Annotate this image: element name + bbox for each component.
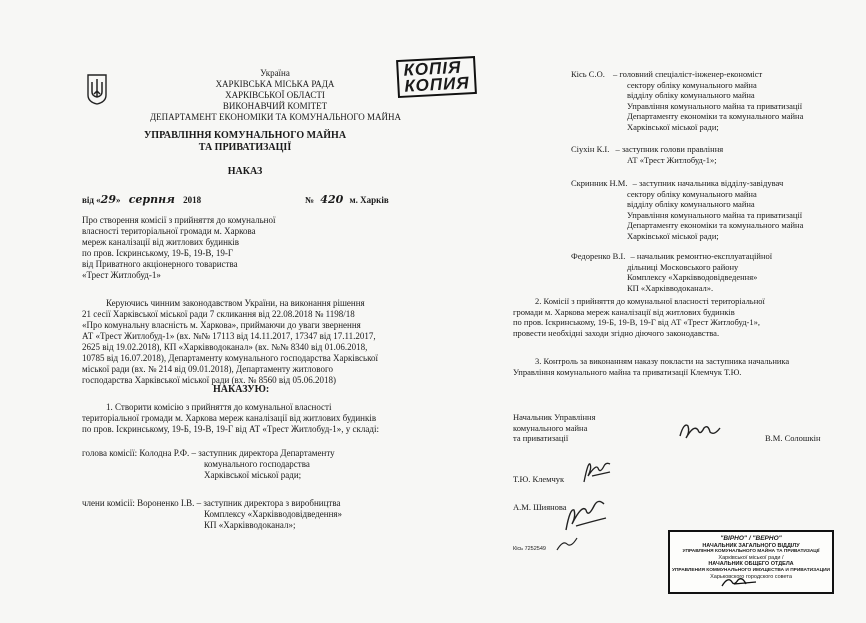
right-member-fedorenko [571, 251, 772, 293]
signature-title-line: комунального майна [513, 422, 588, 433]
member-line: – начальник ремонтно-експлуатаційної [630, 251, 773, 261]
signature-title-line: Начальник Управління [513, 412, 596, 422]
header-department: ДЕПАРТАМЕНТ ЕКОНОМІКИ ТА КОМУНАЛЬНОГО МАЙНА [150, 112, 402, 122]
subject-line: по пров. Іскринському, 19-Б, 19-В, 19-Г [82, 248, 234, 258]
preamble-line: АТ «Трест Житлобуд-1» (вх. №№ 17113 від 14.11.2017, 17347 від 17.11.2017, [82, 331, 376, 341]
member-line: дільниці Московського району [627, 261, 739, 272]
member-line: – заступник начальника відділу-завідувач [632, 178, 784, 188]
members-line: Комплексу «Харківводовідведення» [204, 509, 343, 519]
item2-line: 2. Комісії з прийняття до комунальної власності територіальної [535, 296, 765, 306]
title-line2: ТА ПРИВАТИЗАЦІЇ [198, 142, 292, 153]
member-name: Скринник Н.М. [571, 178, 628, 188]
date-day: 29 [100, 193, 116, 206]
item3-line: Управління комунального майна та приватизації Клемчук Т.Ю. [513, 366, 742, 377]
shyianova-signature-icon [560, 496, 610, 536]
member-line: Харківської міської ради; [627, 121, 719, 132]
preamble-line: 2625 від 19.02.2018), КП «Харківводоканал» (вх. №№ 8340 від 01.06.2018, [82, 342, 368, 352]
signature-title-line: та приватизації [513, 433, 569, 443]
item2-block [513, 296, 765, 338]
coat-of-arms-icon [86, 73, 108, 105]
member-line: Департаменту економіки та комунального майна [627, 220, 804, 230]
bottom-mark-icon [555, 536, 579, 554]
item1-line: 1. Створити комісію з прийняття до комунальної власності [106, 402, 332, 412]
member-line: сектору обліку комунального майна [627, 79, 757, 90]
date-line [82, 194, 201, 206]
director-signature-icon [676, 420, 722, 442]
member-line: – заступник голови правління [615, 144, 724, 154]
subject-line: мереж каналізації від житлових будинків [82, 237, 240, 247]
subject-line: «Трест Житлобуд-1» [82, 270, 161, 280]
member-line: Харківської міської ради; [627, 230, 719, 241]
item2-line: провести необхідні заходи згідно діючого законодавства. [513, 327, 720, 338]
header-city-council: ХАРКІВСЬКА МІСЬКА РАДА [215, 79, 335, 89]
member-line: АТ «Трест Житлобуд-1»; [627, 154, 717, 165]
signer-name: В.М. Солошкін [765, 433, 821, 443]
klemchuk-signature-icon [580, 458, 614, 486]
order-number: 420 [320, 193, 344, 206]
place: м. Харків [349, 195, 389, 205]
subject-line: власності територіальної громади м. Харкова [82, 226, 256, 236]
members-label: члени комісії: Вороненко І.В. – заступник директора з виробництва [82, 498, 341, 508]
stamp-line: Харківської міської ради / [718, 555, 784, 562]
copy-stamp-line1: КОПІЯ [403, 57, 462, 80]
preamble-line: 10785 від 16.07.2018), Департаменту комунального господарства Харківської [82, 353, 379, 363]
header-block [150, 68, 400, 123]
approval-shyianova: А.М. Шиянова [513, 502, 567, 512]
subject-line: від Приватного акціонерного товариства [82, 259, 238, 269]
stamp-line: НАЧАЛЬНИК ОБЩЕГО ОТДЕЛА [708, 561, 794, 568]
stamp-line: "ВІРНО" / "ВЕРНО" [720, 535, 782, 542]
number-prefix: № [305, 195, 315, 205]
chair-line: Харківської міської ради; [204, 470, 302, 480]
header-exec: ВИКОНАВЧИЙ КОМІТЕТ [222, 101, 328, 111]
date-mid: » [115, 195, 121, 205]
approval-klemchuk: Т.Ю. Клемчук [513, 474, 565, 484]
member-line: Комплексу «Харківводовідведення» [627, 272, 758, 282]
right-member-kis [571, 69, 803, 132]
date-year: 2018 [183, 195, 202, 205]
title-block [100, 130, 390, 154]
preamble-line: «Про комунальну власність м. Харкова», приймаючи до уваги звернення [82, 320, 361, 330]
preamble-line: господарства Харківської міської ради (вх. № 8560 від 05.06.2018) [82, 375, 336, 385]
stamp-line: УПРАВЛЕНИЯ КОММУНАЛЬНОГО ИМУЩЕСТВА И ПРИВАТИЗАЦИИ [671, 567, 830, 573]
item3-block [513, 356, 789, 377]
signature-block [513, 412, 596, 444]
order-heading: НАКАЗУЮ: [213, 384, 270, 395]
stamp-signature-icon [720, 574, 760, 590]
copy-stamp [396, 56, 477, 98]
item2-line: громади м. Харкова мереж каналізації від житлових будинків [513, 306, 735, 317]
item1-line: територіальної громади м. Харкова мереж каналізації від житлових будинків [82, 413, 377, 423]
subject-block [82, 215, 276, 281]
stamp-line: НАЧАЛЬНИК ЗАГАЛЬНОГО ВІДДІЛУ [702, 542, 800, 549]
member-line: сектору обліку комунального майна [627, 188, 757, 199]
preamble-block [82, 298, 378, 386]
stamp-line: УПРАВЛІННЯ КОМУНАЛЬНОГО МАЙНА ТА ПРИВАТИЗАЦІЇ [682, 548, 820, 554]
date-prefix: від « [82, 195, 101, 205]
member-name: Федоренко В.І. [571, 251, 626, 261]
preamble-line: 21 сесії Харківської міської ради 7 скликання від 22.08.2018 № 1198/18 [82, 309, 355, 319]
item2-line: по пров. Іскринському, 19-Б, 19-В, 19-Г від АТ «Трест Житлобуд-1», [513, 317, 761, 327]
preamble-line: міської ради (вх. № 214 від 09.01.2018), Департаменту житлового [82, 364, 333, 374]
item1-line: по пров. Іскринському, 19-Б, 19-В, 19-Г від АТ «Трест Житлобуд-1», у складі: [82, 424, 379, 434]
item1-block [82, 402, 379, 435]
item3-line: 3. Контроль за виконанням наказу покласти на заступника начальника [535, 356, 790, 366]
member-line: – головний спеціаліст-інженер-економіст [613, 69, 763, 79]
right-member-siukhin [571, 144, 723, 165]
header-oblast: ХАРКІВСЬКОЇ ОБЛАСТІ [225, 90, 325, 100]
member-line: відділу обліку комунального майна [627, 90, 755, 100]
member-line: Управління комунального майна та приватизації [627, 100, 803, 111]
bottom-note: Кісь 7252549 [513, 546, 546, 552]
chair-block [82, 448, 335, 481]
member-line: Департаменту економіки та комунального майна [627, 111, 804, 121]
header-country: Україна [260, 68, 290, 78]
members-line: КП «Харківводоканал»; [204, 520, 296, 530]
chair-label: голова комісії: Колодна Р.Ф. – заступник директора Департаменту [82, 448, 335, 458]
preamble-line: Керуючись чинним законодавством України, на виконання рішення [106, 298, 365, 308]
member-line: відділу обліку комунального майна [627, 199, 755, 209]
subject-line: Про створення комісії з прийняття до комунальної [82, 215, 276, 225]
member-line: Управління комунального майна та приватизації [627, 209, 803, 220]
chair-line: комунального господарства [204, 459, 310, 469]
member-name: Кісь С.О. [571, 69, 605, 79]
date-month: серпня [128, 193, 175, 206]
right-member-skrynnyk [571, 178, 803, 241]
member-line: КП «Харківводоканал». [627, 282, 714, 293]
member-name: Сіухін К.І. [571, 144, 610, 154]
stamp-line: Харьковского городского совета [710, 573, 792, 580]
copy-stamp-line2: КОПИЯ [403, 73, 471, 96]
members-block [82, 498, 342, 531]
number-line [305, 194, 389, 206]
title-line1: УПРАВЛІННЯ КОМУНАЛЬНОГО МАЙНА [143, 130, 347, 141]
doc-type: НАКАЗ [227, 166, 263, 177]
